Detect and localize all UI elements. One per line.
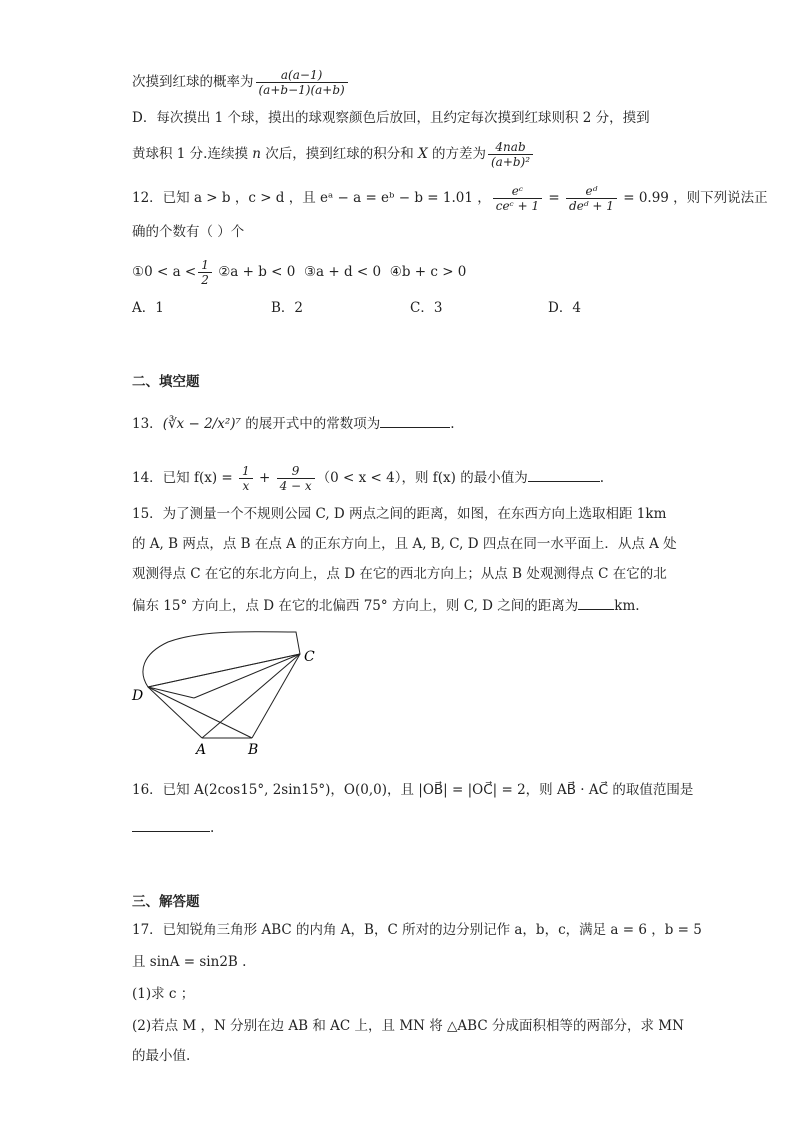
survey-lines	[148, 654, 300, 738]
q12-conditions: ①0 < a < $\frac{1}{2}$ ②a + b < 0 ③a + d < 0 ④b + c > 0	[132, 258, 467, 287]
park-survey-figure	[128, 624, 328, 760]
q11-option-d-line1: D．每次摸出 1 个球，摸出的球观察颜色后放回，且约定每次摸到红球则积 2 分，摸到	[132, 110, 650, 126]
q13-line: 13．(∛x − 2/x²)⁷ 的展开式中的常数项为 .	[132, 416, 455, 432]
q16-line1: 16．已知 A(2cos15°, 2sin15°)，O(0,0)，且 |OB⃗| = |OC⃗| = 2，则 AB⃗ · AC⃗ 的取值范围是	[132, 782, 694, 798]
q12-fraction-d: $\frac{\text{eᵈ}}{\text{deᵈ + 1}}$	[566, 184, 617, 213]
q11-variance-fraction: $\frac{\text{4nab}}{\text{(a+b)²}}$	[488, 140, 533, 169]
q13-answer-blank[interactable]	[380, 415, 450, 428]
figure-label-a: A	[196, 742, 207, 758]
q15-answer-blank[interactable]	[578, 597, 614, 610]
figure-label-d: D	[132, 688, 144, 704]
q17-part1: (1)求 c ；	[132, 986, 195, 1002]
figure-label-b: B	[248, 742, 259, 758]
q17-part2-line2: 的最小值.	[132, 1048, 191, 1064]
q17-line1: 17．已知锐角三角形 ABC 的内角 A，B，C 所对的边分别记作 a，b，c，满足 a = 6 ，b = 5	[132, 922, 702, 938]
q12-option-b: B．2	[271, 300, 304, 316]
section-solution-title: 三、解答题	[132, 894, 200, 910]
section-fill-in-title: 二、填空题	[132, 374, 200, 390]
q11-fraction: $\frac{a(a-1)}{(a+b-1)(a+b)}$	[256, 68, 348, 97]
q15-line1: 15．为了测量一个不规则公园 C, D 两点之间的距离，如图，在东西方向上选取相距 1km	[132, 506, 667, 522]
q15-line3: 观测得点 C 在它的东北方向上，点 D 在它的西北方向上；从点 B 处观测得点 C 在它的北	[132, 566, 667, 582]
q14-fraction-1: $\frac{1}{x}$	[239, 464, 253, 493]
q11-probability-line: 次摸到红球的概率为 $\frac{a(a-1)}{(a+b-1)(a+b)}$	[132, 68, 350, 97]
q12-fraction-c: $\frac{\text{eᶜ}}{\text{ceᶜ + 1}}$	[493, 184, 542, 213]
q15-line4: 偏东 15° 方向上，点 D 在它的北偏西 75° 方向上，则 C, D 之间的距离为 km.	[132, 598, 640, 614]
q16-answer-blank[interactable]	[132, 819, 210, 832]
q12-option-c: C．3	[410, 300, 443, 316]
q17-part2-line1: (2)若点 M ，N 分别在边 AB 和 AC 上，且 MN 将 △ABC 分成面积相等的两部分，求 MN	[132, 1018, 684, 1034]
q14-answer-blank[interactable]	[528, 469, 600, 482]
q11-option-d-line2: 黄球积 1 分.连续摸 n 次后，摸到红球的积分和 X 的方差为 $\frac{\text{4nab}}{\text{(a+b)²}}$	[132, 140, 535, 169]
q15-line2: 的 A, B 两点，点 B 在点 A 的正东方向上，且 A, B, C, D 四点在同一水平面上．从点 A 处	[132, 536, 677, 552]
q14-fraction-2: $\frac{9}{4 - x}$	[277, 464, 315, 493]
figure-label-c: C	[304, 649, 315, 665]
q17-line2: 且 sinA = sin2B .	[132, 954, 247, 970]
q14-line: 14．已知 f(x) = $\frac{1}{x}$ + $\frac{9}{4 - x}$ （0 < x < 4），则 f(x) 的最小值为 .	[132, 464, 605, 493]
q12-line2: 确的个数有（ ）个	[132, 224, 245, 240]
q16-line2: .	[132, 818, 214, 838]
q12-option-d: D．4	[548, 300, 581, 316]
q12-line1: 12．已知 a > b ，c > d ，且 eᵃ − a = eᵇ − b = 1.01 ， $\frac{\text{eᶜ}}{\text{ceᶜ + 1}}$ = $\frac{\text{eᵈ}}{\text{deᵈ + 1}}$ = 0.99 ，则下列说法正	[132, 184, 768, 213]
q12-option-a: A．1	[132, 300, 164, 316]
q12-half-fraction: $\frac{1}{2}$	[198, 258, 212, 287]
